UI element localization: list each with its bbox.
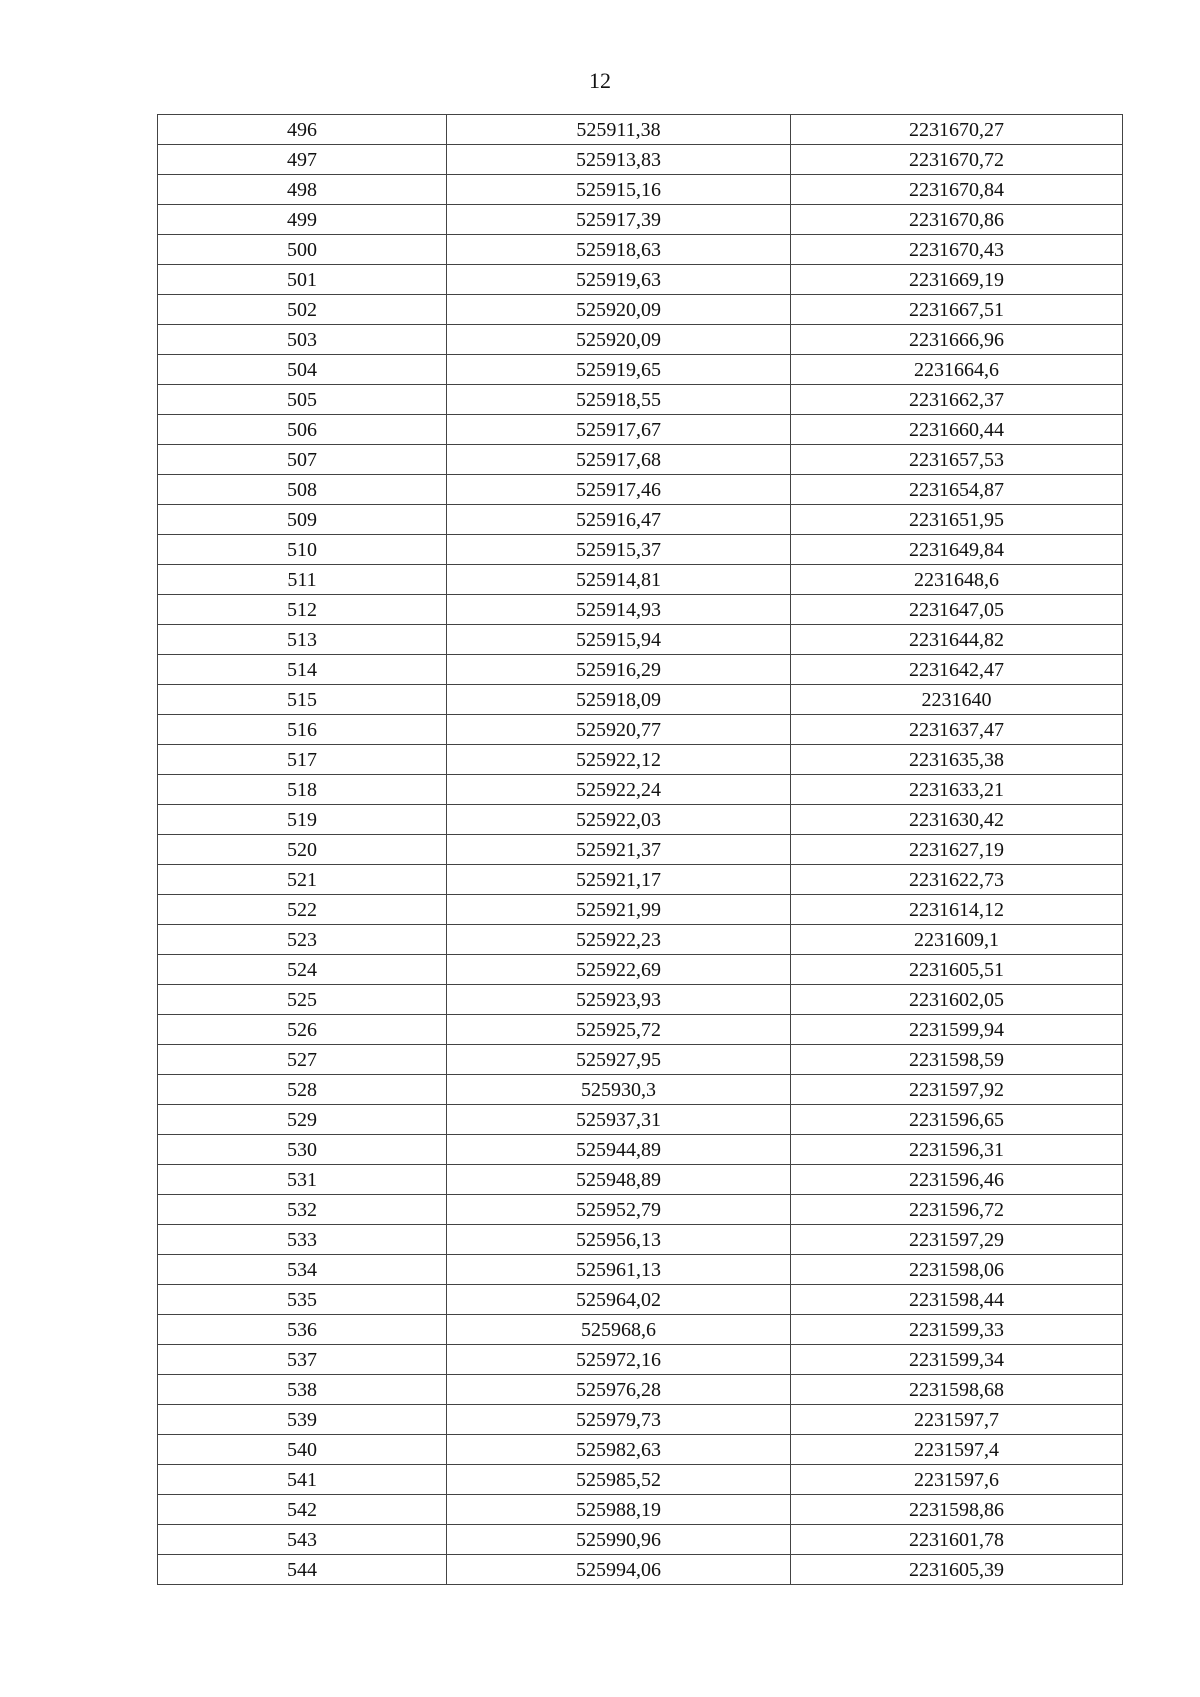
y-coordinate-cell: 2231644,82 [791, 625, 1123, 655]
x-coordinate-cell: 525917,39 [447, 205, 791, 235]
x-coordinate-cell: 525972,16 [447, 1345, 791, 1375]
table-row [158, 145, 1123, 175]
table-row [158, 1495, 1123, 1525]
table-row [158, 1135, 1123, 1165]
x-coordinate-cell: 525918,63 [447, 235, 791, 265]
table-row [158, 1435, 1123, 1465]
point-number-cell: 534 [158, 1255, 447, 1285]
y-coordinate-cell: 2231597,92 [791, 1075, 1123, 1105]
table-row [158, 1465, 1123, 1495]
x-coordinate-cell: 525937,31 [447, 1105, 791, 1135]
point-number-cell: 523 [158, 925, 447, 955]
x-coordinate-cell: 525921,37 [447, 835, 791, 865]
table-row [158, 1015, 1123, 1045]
x-coordinate-cell: 525919,63 [447, 265, 791, 295]
y-coordinate-cell: 2231670,43 [791, 235, 1123, 265]
table-row [158, 775, 1123, 805]
y-coordinate-cell: 2231635,38 [791, 745, 1123, 775]
x-coordinate-cell: 525922,69 [447, 955, 791, 985]
y-coordinate-cell: 2231605,39 [791, 1555, 1123, 1585]
x-coordinate-cell: 525918,09 [447, 685, 791, 715]
y-coordinate-cell: 2231598,86 [791, 1495, 1123, 1525]
x-coordinate-cell: 525915,94 [447, 625, 791, 655]
point-number-cell: 544 [158, 1555, 447, 1585]
y-coordinate-cell: 2231651,95 [791, 505, 1123, 535]
y-coordinate-cell: 2231666,96 [791, 325, 1123, 355]
x-coordinate-cell: 525952,79 [447, 1195, 791, 1225]
y-coordinate-cell: 2231596,46 [791, 1165, 1123, 1195]
y-coordinate-cell: 2231670,86 [791, 205, 1123, 235]
x-coordinate-cell: 525916,29 [447, 655, 791, 685]
y-coordinate-cell: 2231664,6 [791, 355, 1123, 385]
x-coordinate-cell: 525944,89 [447, 1135, 791, 1165]
point-number-cell: 498 [158, 175, 447, 205]
x-coordinate-cell: 525994,06 [447, 1555, 791, 1585]
x-coordinate-cell: 525985,52 [447, 1465, 791, 1495]
table-row [158, 595, 1123, 625]
x-coordinate-cell: 525922,03 [447, 805, 791, 835]
y-coordinate-cell: 2231599,34 [791, 1345, 1123, 1375]
point-number-cell: 532 [158, 1195, 447, 1225]
point-number-cell: 514 [158, 655, 447, 685]
x-coordinate-cell: 525919,65 [447, 355, 791, 385]
table-row [158, 325, 1123, 355]
x-coordinate-cell: 525982,63 [447, 1435, 791, 1465]
y-coordinate-cell: 2231633,21 [791, 775, 1123, 805]
point-number-cell: 537 [158, 1345, 447, 1375]
table-row [158, 685, 1123, 715]
x-coordinate-cell: 525917,46 [447, 475, 791, 505]
point-number-cell: 540 [158, 1435, 447, 1465]
point-number-cell: 542 [158, 1495, 447, 1525]
table-row [158, 355, 1123, 385]
point-number-cell: 543 [158, 1525, 447, 1555]
point-number-cell: 496 [158, 115, 447, 145]
x-coordinate-cell: 525956,13 [447, 1225, 791, 1255]
y-coordinate-cell: 2231640 [791, 685, 1123, 715]
x-coordinate-cell: 525920,09 [447, 325, 791, 355]
point-number-cell: 513 [158, 625, 447, 655]
table-row [158, 745, 1123, 775]
table-row [158, 1525, 1123, 1555]
point-number-cell: 539 [158, 1405, 447, 1435]
coordinates-table-body [158, 115, 1123, 1585]
x-coordinate-cell: 525915,16 [447, 175, 791, 205]
x-coordinate-cell: 525923,93 [447, 985, 791, 1015]
table-row [158, 955, 1123, 985]
table-row [158, 895, 1123, 925]
y-coordinate-cell: 2231649,84 [791, 535, 1123, 565]
y-coordinate-cell: 2231599,33 [791, 1315, 1123, 1345]
y-coordinate-cell: 2231630,42 [791, 805, 1123, 835]
y-coordinate-cell: 2231660,44 [791, 415, 1123, 445]
x-coordinate-cell: 525927,95 [447, 1045, 791, 1075]
point-number-cell: 536 [158, 1315, 447, 1345]
table-row [158, 1285, 1123, 1315]
y-coordinate-cell: 2231605,51 [791, 955, 1123, 985]
y-coordinate-cell: 2231669,19 [791, 265, 1123, 295]
y-coordinate-cell: 2231609,1 [791, 925, 1123, 955]
point-number-cell: 541 [158, 1465, 447, 1495]
table-row [158, 415, 1123, 445]
table-row [158, 1225, 1123, 1255]
table-row [158, 1345, 1123, 1375]
table-row [158, 115, 1123, 145]
x-coordinate-cell: 525913,83 [447, 145, 791, 175]
x-coordinate-cell: 525968,6 [447, 1315, 791, 1345]
table-row [158, 1405, 1123, 1435]
y-coordinate-cell: 2231614,12 [791, 895, 1123, 925]
point-number-cell: 502 [158, 295, 447, 325]
y-coordinate-cell: 2231597,7 [791, 1405, 1123, 1435]
y-coordinate-cell: 2231597,29 [791, 1225, 1123, 1255]
table-row [158, 295, 1123, 325]
point-number-cell: 510 [158, 535, 447, 565]
table-row [158, 1045, 1123, 1075]
table-row [158, 1165, 1123, 1195]
table-row [158, 505, 1123, 535]
point-number-cell: 524 [158, 955, 447, 985]
table-row [158, 535, 1123, 565]
point-number-cell: 501 [158, 265, 447, 295]
table-row [158, 175, 1123, 205]
point-number-cell: 497 [158, 145, 447, 175]
point-number-cell: 506 [158, 415, 447, 445]
y-coordinate-cell: 2231598,44 [791, 1285, 1123, 1315]
point-number-cell: 515 [158, 685, 447, 715]
point-number-cell: 509 [158, 505, 447, 535]
x-coordinate-cell: 525922,24 [447, 775, 791, 805]
y-coordinate-cell: 2231648,6 [791, 565, 1123, 595]
table-row [158, 655, 1123, 685]
y-coordinate-cell: 2231596,31 [791, 1135, 1123, 1165]
x-coordinate-cell: 525917,68 [447, 445, 791, 475]
y-coordinate-cell: 2231599,94 [791, 1015, 1123, 1045]
x-coordinate-cell: 525922,23 [447, 925, 791, 955]
y-coordinate-cell: 2231662,37 [791, 385, 1123, 415]
x-coordinate-cell: 525922,12 [447, 745, 791, 775]
coordinates-table [157, 114, 1123, 1585]
x-coordinate-cell: 525914,93 [447, 595, 791, 625]
table-row [158, 385, 1123, 415]
page-number: 12 [589, 68, 611, 93]
y-coordinate-cell: 2231597,6 [791, 1465, 1123, 1495]
y-coordinate-cell: 2231596,65 [791, 1105, 1123, 1135]
y-coordinate-cell: 2231657,53 [791, 445, 1123, 475]
y-coordinate-cell: 2231597,4 [791, 1435, 1123, 1465]
point-number-cell: 508 [158, 475, 447, 505]
point-number-cell: 525 [158, 985, 447, 1015]
point-number-cell: 535 [158, 1285, 447, 1315]
y-coordinate-cell: 2231601,78 [791, 1525, 1123, 1555]
point-number-cell: 505 [158, 385, 447, 415]
x-coordinate-cell: 525930,3 [447, 1075, 791, 1105]
y-coordinate-cell: 2231598,68 [791, 1375, 1123, 1405]
point-number-cell: 504 [158, 355, 447, 385]
y-coordinate-cell: 2231670,27 [791, 115, 1123, 145]
point-number-cell: 503 [158, 325, 447, 355]
x-coordinate-cell: 525990,96 [447, 1525, 791, 1555]
point-number-cell: 533 [158, 1225, 447, 1255]
point-number-cell: 538 [158, 1375, 447, 1405]
y-coordinate-cell: 2231598,06 [791, 1255, 1123, 1285]
x-coordinate-cell: 525925,72 [447, 1015, 791, 1045]
point-number-cell: 517 [158, 745, 447, 775]
y-coordinate-cell: 2231602,05 [791, 985, 1123, 1015]
table-row [158, 865, 1123, 895]
y-coordinate-cell: 2231667,51 [791, 295, 1123, 325]
point-number-cell: 512 [158, 595, 447, 625]
point-number-cell: 499 [158, 205, 447, 235]
x-coordinate-cell: 525920,09 [447, 295, 791, 325]
table-row [158, 715, 1123, 745]
table-row [158, 835, 1123, 865]
point-number-cell: 507 [158, 445, 447, 475]
table-row [158, 1195, 1123, 1225]
table-row [158, 1105, 1123, 1135]
table-row [158, 625, 1123, 655]
x-coordinate-cell: 525979,73 [447, 1405, 791, 1435]
point-number-cell: 526 [158, 1015, 447, 1045]
x-coordinate-cell: 525976,28 [447, 1375, 791, 1405]
point-number-cell: 520 [158, 835, 447, 865]
x-coordinate-cell: 525918,55 [447, 385, 791, 415]
y-coordinate-cell: 2231627,19 [791, 835, 1123, 865]
table-row [158, 1255, 1123, 1285]
x-coordinate-cell: 525948,89 [447, 1165, 791, 1195]
x-coordinate-cell: 525917,67 [447, 415, 791, 445]
point-number-cell: 530 [158, 1135, 447, 1165]
y-coordinate-cell: 2231598,59 [791, 1045, 1123, 1075]
table-row [158, 265, 1123, 295]
point-number-cell: 516 [158, 715, 447, 745]
point-number-cell: 528 [158, 1075, 447, 1105]
y-coordinate-cell: 2231637,47 [791, 715, 1123, 745]
table-row [158, 1315, 1123, 1345]
table-row [158, 1555, 1123, 1585]
y-coordinate-cell: 2231596,72 [791, 1195, 1123, 1225]
x-coordinate-cell: 525916,47 [447, 505, 791, 535]
x-coordinate-cell: 525988,19 [447, 1495, 791, 1525]
x-coordinate-cell: 525961,13 [447, 1255, 791, 1285]
point-number-cell: 511 [158, 565, 447, 595]
x-coordinate-cell: 525921,99 [447, 895, 791, 925]
y-coordinate-cell: 2231670,72 [791, 145, 1123, 175]
table-row [158, 925, 1123, 955]
x-coordinate-cell: 525914,81 [447, 565, 791, 595]
table-row [158, 985, 1123, 1015]
point-number-cell: 529 [158, 1105, 447, 1135]
table-row [158, 235, 1123, 265]
x-coordinate-cell: 525964,02 [447, 1285, 791, 1315]
y-coordinate-cell: 2231654,87 [791, 475, 1123, 505]
y-coordinate-cell: 2231670,84 [791, 175, 1123, 205]
table-row [158, 445, 1123, 475]
y-coordinate-cell: 2231647,05 [791, 595, 1123, 625]
table-row [158, 565, 1123, 595]
x-coordinate-cell: 525911,38 [447, 115, 791, 145]
point-number-cell: 527 [158, 1045, 447, 1075]
y-coordinate-cell: 2231622,73 [791, 865, 1123, 895]
point-number-cell: 521 [158, 865, 447, 895]
point-number-cell: 518 [158, 775, 447, 805]
table-row [158, 805, 1123, 835]
y-coordinate-cell: 2231642,47 [791, 655, 1123, 685]
point-number-cell: 500 [158, 235, 447, 265]
point-number-cell: 522 [158, 895, 447, 925]
table-row [158, 1375, 1123, 1405]
x-coordinate-cell: 525920,77 [447, 715, 791, 745]
table-row [158, 205, 1123, 235]
x-coordinate-cell: 525915,37 [447, 535, 791, 565]
point-number-cell: 519 [158, 805, 447, 835]
point-number-cell: 531 [158, 1165, 447, 1195]
table-row [158, 1075, 1123, 1105]
table-row [158, 475, 1123, 505]
x-coordinate-cell: 525921,17 [447, 865, 791, 895]
